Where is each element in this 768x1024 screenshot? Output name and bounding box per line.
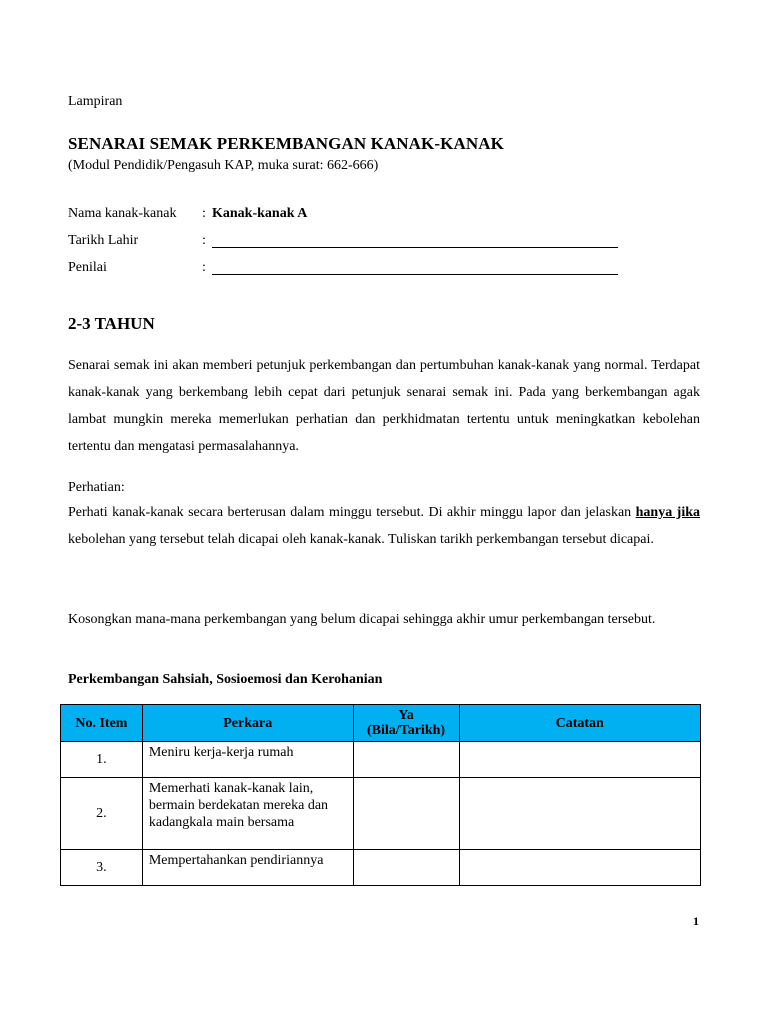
attention-label: Perhatian: — [68, 480, 125, 495]
field-penilai — [68, 260, 628, 280]
header-ya — [353, 705, 459, 742]
field-colon: : — [202, 233, 206, 248]
blank-line — [212, 247, 618, 248]
field-label: Tarikh Lahir — [68, 233, 139, 248]
row-perkara: Memerhati kanak-kanak lain, bermain berdekatan mereka dan kadangkala main bersama — [142, 778, 353, 850]
header-no-item: No. Item — [61, 705, 143, 742]
row-ya-cell[interactable] — [353, 850, 459, 886]
field-value: Kanak-kanak A — [212, 206, 308, 221]
row-perkara: Meniru kerja-kerja rumah — [142, 742, 353, 778]
row-perkara: Mempertahankan pendiriannya — [142, 850, 353, 886]
intro-paragraph: Senarai semak ini akan memberi petunjuk perkembangan dan pertumbuhan kanak-kanak yang normal. Terdapat kanak-kanak yang berkembang lebih cepat dari petunjuk senarai semak ini. Pada yang berkembangan agak lambat mungkin mereka memerlukan perhatian dan perkhidmatan tertentu untuk meningkatkan kebolehan tertentu dan mengatasi permasalahannya. — [68, 358, 700, 454]
row-catatan-cell[interactable] — [459, 778, 701, 850]
row-catatan-cell[interactable] — [459, 850, 701, 886]
table-row — [61, 850, 701, 886]
header-ya-line1: Ya — [398, 708, 414, 723]
table-row — [61, 742, 701, 778]
checklist-table — [60, 704, 701, 886]
field-label: Penilai — [68, 260, 107, 275]
table-header-row — [61, 705, 701, 742]
section-heading: 2-3 TAHUN — [68, 314, 155, 333]
field-nama — [68, 206, 628, 226]
attention-emphasis: hanya jika — [635, 505, 700, 520]
table-title: Perkembangan Sahsiah, Sosioemosi dan Kerohanian — [68, 672, 383, 687]
attention-paragraph — [68, 499, 700, 553]
document-subtitle: (Modul Pendidik/Pengasuh KAP, muka surat: 662-666) — [68, 158, 379, 173]
field-tarikh-lahir — [68, 233, 628, 253]
table-row — [61, 778, 701, 850]
note-paragraph: Kosongkan mana-mana perkembangan yang belum dicapai sehingga akhir umur perkembangan tersebut. — [68, 612, 656, 627]
row-ya-cell[interactable] — [353, 742, 459, 778]
document-title: SENARAI SEMAK PERKEMBANGAN KANAK-KANAK — [68, 134, 504, 153]
row-catatan-cell[interactable] — [459, 742, 701, 778]
row-number: 3. — [61, 850, 143, 886]
row-ya-cell[interactable] — [353, 778, 459, 850]
attention-text-2: kebolehan yang tersebut telah dicapai oleh kanak-kanak. Tuliskan tarikh perkembangan tersebut dicapai. — [68, 532, 654, 547]
row-number: 2. — [61, 778, 143, 850]
page-number: 1 — [693, 914, 699, 928]
header-catatan: Catatan — [459, 705, 701, 742]
field-colon: : — [202, 260, 206, 275]
header-ya-line2: (Bila/Tarikh) — [367, 723, 446, 738]
row-number: 1. — [61, 742, 143, 778]
field-colon: : — [202, 206, 206, 221]
lampiran-label: Lampiran — [68, 94, 123, 109]
attention-text-1: Perhati kanak-kanak secara berterusan dalam minggu tersebut. Di akhir minggu lapor dan jelaskan — [68, 505, 636, 520]
blank-line — [212, 274, 618, 275]
field-label: Nama kanak-kanak — [68, 206, 177, 221]
header-perkara: Perkara — [142, 705, 353, 742]
